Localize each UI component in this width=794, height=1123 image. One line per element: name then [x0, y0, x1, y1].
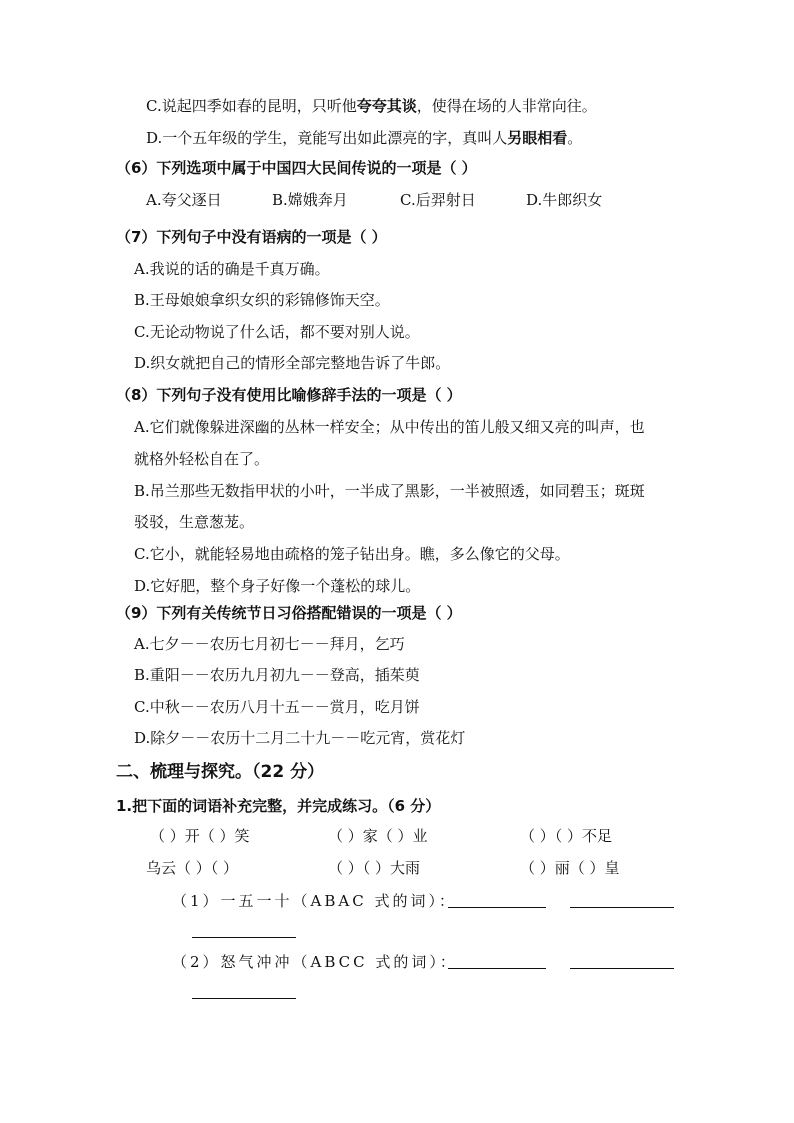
section-2-title: 二、梳理与探究。（22 分）	[116, 762, 325, 782]
q9-option-d: D.除夕－－农历十二月二十九－－吃元宵，赏花灯	[134, 729, 466, 747]
q8-option-a-line1: A.它们就像躲进深幽的丛林一样安全；从中传出的笛儿般又细又亮的叫声，也	[134, 418, 645, 436]
q5-option-d-text: D.一个五年级的学生，竟能写出如此漂亮的字，真叫人	[146, 129, 508, 147]
fill-word-2: （ ）家（ ）业	[328, 827, 428, 845]
answer-blank-2a[interactable]	[448, 968, 546, 969]
q6-option-b: B.嫦娥奔月	[272, 191, 348, 209]
q7-option-c: C.无论动物说了什么话，都不要对别人说。	[134, 323, 420, 341]
answer-blank-2c[interactable]	[192, 998, 296, 999]
q8-option-d: D.它好肥，整个身子好像一个蓬松的球儿。	[134, 577, 421, 595]
q9-option-c: C.中秋－－农历八月十五－－赏月，吃月饼	[134, 698, 420, 716]
answer-blank-1b[interactable]	[570, 907, 674, 908]
q6-stem: （6）下列选项中属于中国四大民间传说的一项是（ ）	[116, 159, 477, 177]
answer-blank-1c[interactable]	[192, 937, 296, 938]
q9-stem: （9）下列有关传统节日习俗搭配错误的一项是（ ）	[116, 604, 462, 622]
fill-word-5: （ ）（ ）大雨	[328, 859, 421, 877]
q8-option-b-line1: B.吊兰那些无数指甲状的小叶，一半成了黑影，一半被照透，如同碧玉；斑斑	[134, 482, 645, 500]
q6-option-c: C.后羿射日	[400, 191, 476, 209]
q5-option-c-idiom: 夸夸其谈	[356, 97, 417, 115]
q7-option-d: D.织女就把自己的情形全部完整地告诉了牛郎。	[134, 354, 451, 372]
fill-word-1: （ ）开（ ）笑	[150, 827, 250, 845]
q6-option-a: A.夸父逐日	[146, 191, 222, 209]
q8-option-c: C.它小，就能轻易地由疏格的笼子钻出身。瞧，多么像它的父母。	[134, 545, 570, 563]
q5-option-c	[146, 96, 597, 116]
q7-option-b: B.王母娘娘拿织女织的彩锦修饰天空。	[134, 291, 390, 309]
q6-option-d: D.牛郎织女	[526, 191, 603, 209]
q9-option-a: A.七夕－－农历七月初七－－拜月，乞巧	[134, 635, 405, 653]
q5-option-d-text-end: 。	[567, 129, 583, 147]
q5-option-c-text-end: ，使得在场的人非常向往。	[416, 97, 597, 115]
q8-option-b-line2: 驳驳，生意葱茏。	[134, 513, 255, 531]
sub-question-2: （2）怒气冲冲（ABCC 式的词）：	[172, 953, 458, 971]
fill-word-6: （ ）丽（ ）皇	[520, 859, 620, 877]
sub-question-1: （1）一五一十（ABAC 式的词）：	[172, 892, 457, 910]
section-2-q1-stem: 1.把下面的词语补充完整，并完成练习。（6 分）	[116, 797, 441, 815]
answer-blank-1a[interactable]	[448, 907, 546, 908]
fill-word-3: （ ）（ ）不足	[520, 827, 613, 845]
fill-word-4: 乌云（ ）（ ）	[146, 859, 239, 877]
q8-option-a-line2: 就格外轻松自在了。	[134, 450, 270, 468]
q7-option-a: A.我说的话的确是千真万确。	[134, 260, 330, 278]
answer-blank-2b[interactable]	[570, 968, 674, 969]
q5-option-d-idiom: 另眼相看	[507, 129, 568, 147]
q8-stem: （8）下列句子没有使用比喻修辞手法的一项是（ ）	[116, 386, 462, 404]
q7-stem: （7）下列句子中没有语病的一项是（ ）	[116, 228, 387, 246]
q9-option-b: B.重阳－－农历九月初九－－登高，插茱萸	[134, 666, 420, 684]
q5-option-c-text: C.说起四季如春的昆明，只听他	[146, 97, 357, 115]
q5-option-d	[146, 128, 582, 148]
